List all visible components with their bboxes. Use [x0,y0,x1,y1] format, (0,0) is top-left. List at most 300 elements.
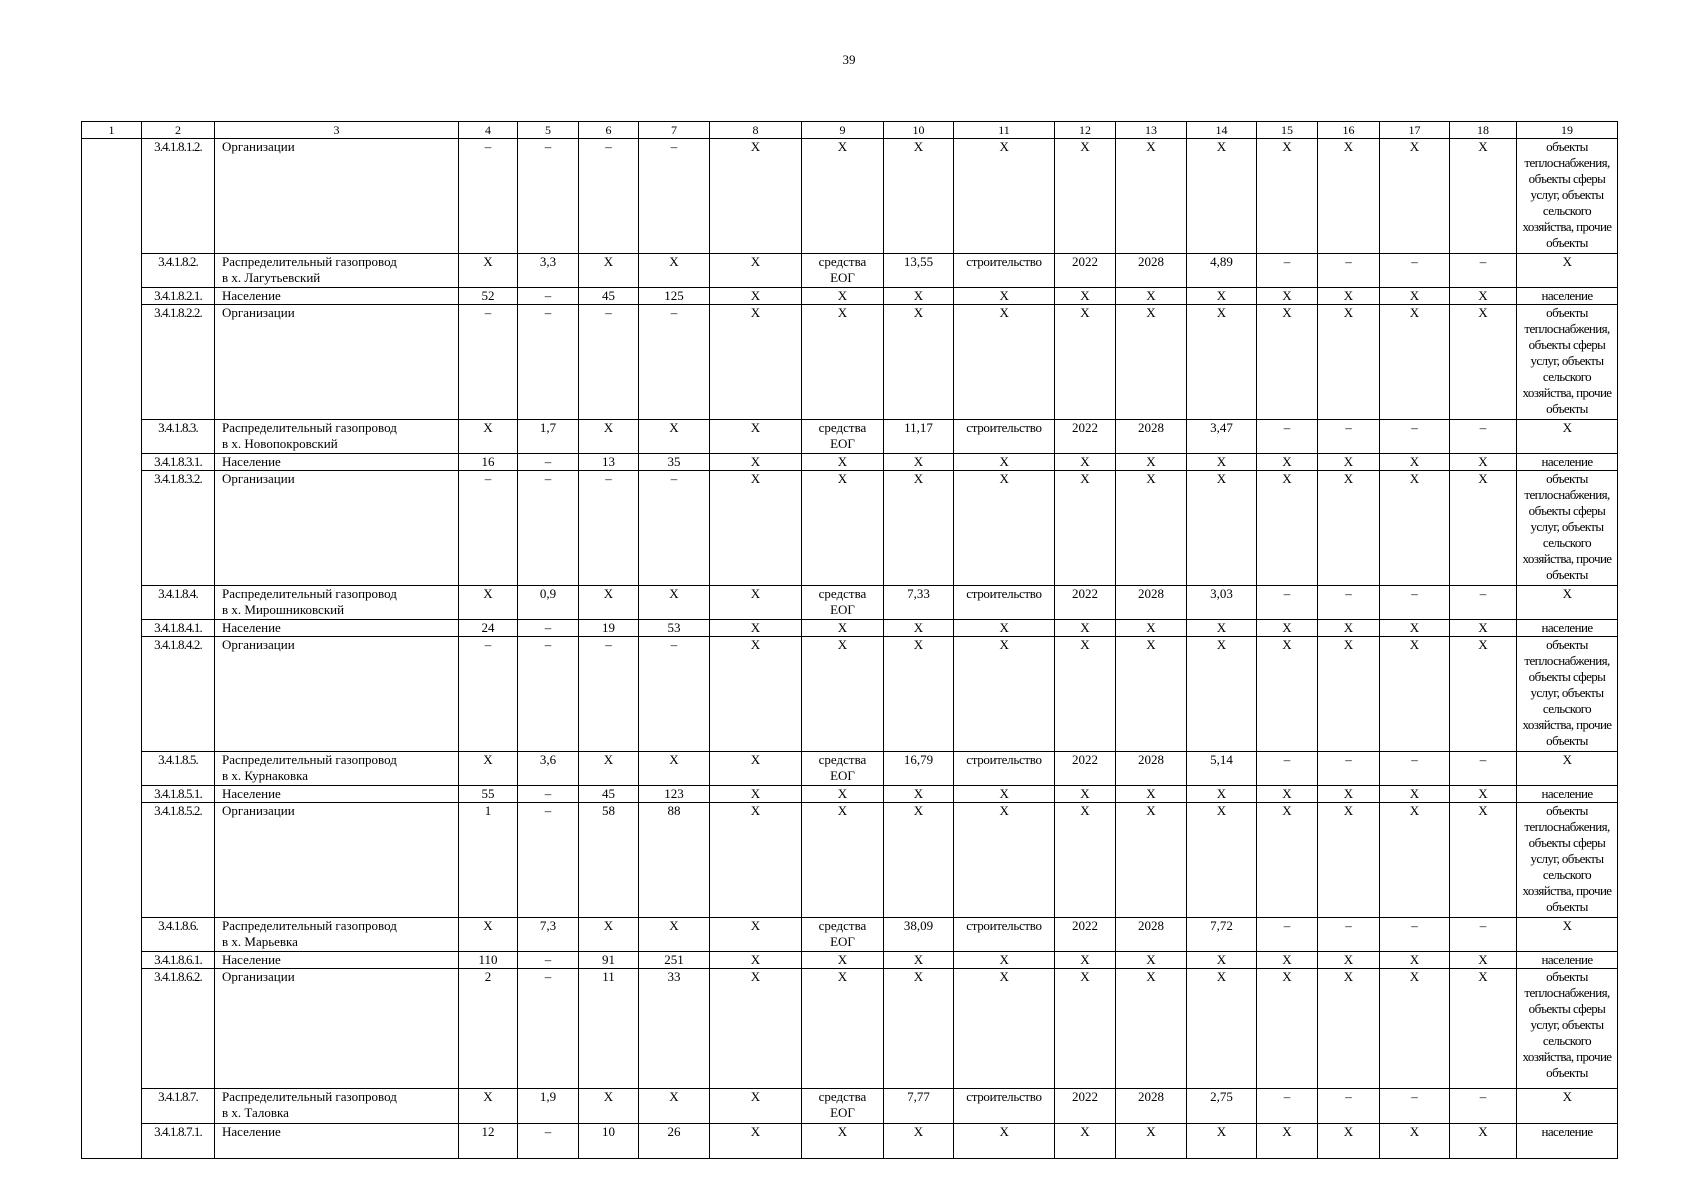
cell-col-7: – [639,471,710,586]
cell-name: Население [215,454,459,471]
cell-name: Распределительный газопровод в х. Новопокровский [215,420,459,454]
cell-code: 3.4.1.8.5. [142,752,215,786]
cell-code: 3.4.1.8.4.2. [142,637,215,752]
cell-code: 3.4.1.8.2. [142,254,215,288]
cell-col-11: Х [954,454,1055,471]
cell-col-15: – [1257,586,1318,620]
cell-col-9: средства ЕОГ [802,420,884,454]
cell-col-12: 2022 [1055,918,1116,952]
cell-col-6: 45 [579,786,639,803]
cell-col-11: Х [954,1124,1055,1159]
cell-col-16: Х [1318,305,1380,420]
cell-col-5: – [518,786,579,803]
cell-col-9: Х [802,620,884,637]
header-col-7: 7 [639,122,710,139]
cell-col-13: Х [1116,471,1187,586]
header-col-5: 5 [518,122,579,139]
cell-col-11: Х [954,139,1055,254]
cell-col-19: Х [1517,254,1618,288]
cell-col-15: – [1257,752,1318,786]
cell-col-18: – [1450,752,1517,786]
cell-col-6: – [579,637,639,752]
cell-code: 3.4.1.8.2.1. [142,288,215,305]
cell-col-7: Х [639,254,710,288]
cell-col-9: Х [802,786,884,803]
cell-col-5: 7,3 [518,918,579,952]
cell-col-18: Х [1450,288,1517,305]
cell-col-4: 16 [459,454,518,471]
cell-col-5: 0,9 [518,586,579,620]
cell-col-16: – [1318,586,1380,620]
cell-col-8: Х [710,620,802,637]
cell-col-12: Х [1055,969,1116,1089]
cell-code: 3.4.1.8.6.1. [142,952,215,969]
cell-col-18: – [1450,586,1517,620]
cell-col-16: – [1318,420,1380,454]
cell-col-11: Х [954,288,1055,305]
cell-col-17: – [1380,254,1450,288]
cell-col-18: Х [1450,620,1517,637]
cell-col-5: – [518,471,579,586]
cell-col-4: 52 [459,288,518,305]
cell-col-14: Х [1187,139,1257,254]
cell-col-10: 11,17 [884,420,954,454]
cell-col-18: Х [1450,803,1517,918]
cell-col-13: Х [1116,803,1187,918]
cell-col-5: 1,7 [518,420,579,454]
cell-col-5: – [518,803,579,918]
cell-col-16: Х [1318,1124,1380,1159]
cell-col-8: Х [710,1089,802,1124]
header-col-11: 11 [954,122,1055,139]
cell-col-19: объекты теплоснабжения, объекты сферы услуг, объекты сельского хозяйства, прочие объекты [1517,305,1618,420]
cell-col-18: Х [1450,969,1517,1089]
col-1-empty-cell [82,139,142,1159]
cell-col-5: – [518,969,579,1089]
cell-col-5: 3,3 [518,254,579,288]
cell-col-8: Х [710,786,802,803]
cell-col-13: 2028 [1116,752,1187,786]
cell-col-7: Х [639,918,710,952]
cell-col-11: Х [954,305,1055,420]
cell-col-4: 12 [459,1124,518,1159]
cell-col-7: 26 [639,1124,710,1159]
cell-col-16: Х [1318,803,1380,918]
cell-col-16: Х [1318,786,1380,803]
cell-name: Население [215,952,459,969]
cell-col-17: Х [1380,471,1450,586]
cell-col-14: Х [1187,952,1257,969]
cell-col-14: Х [1187,969,1257,1089]
cell-col-11: строительство [954,254,1055,288]
cell-col-13: Х [1116,288,1187,305]
cell-col-12: 2022 [1055,586,1116,620]
cell-col-5: 3,6 [518,752,579,786]
cell-col-16: Х [1318,952,1380,969]
cell-col-13: 2028 [1116,254,1187,288]
cell-col-7: 251 [639,952,710,969]
cell-col-14: 7,72 [1187,918,1257,952]
cell-col-17: Х [1380,139,1450,254]
cell-col-15: Х [1257,454,1318,471]
cell-col-4: Х [459,254,518,288]
cell-col-19: объекты теплоснабжения, объекты сферы услуг, объекты сельского хозяйства, прочие объекты [1517,139,1618,254]
cell-col-13: Х [1116,969,1187,1089]
cell-col-13: Х [1116,139,1187,254]
cell-name: Организации [215,637,459,752]
cell-col-14: Х [1187,1124,1257,1159]
cell-col-7: – [639,305,710,420]
cell-col-7: Х [639,420,710,454]
cell-col-13: 2028 [1116,420,1187,454]
cell-name: Распределительный газопровод в х. Таловка [215,1089,459,1124]
cell-col-6: – [579,471,639,586]
cell-col-9: Х [802,803,884,918]
cell-col-19: Х [1517,586,1618,620]
cell-col-4: – [459,471,518,586]
cell-name: Население [215,620,459,637]
cell-code: 3.4.1.8.4.1. [142,620,215,637]
cell-col-15: Х [1257,1124,1318,1159]
data-table [81,121,1618,1159]
cell-col-17: Х [1380,803,1450,918]
cell-col-4: 110 [459,952,518,969]
cell-col-11: Х [954,952,1055,969]
cell-col-14: Х [1187,305,1257,420]
cell-col-18: Х [1450,305,1517,420]
cell-col-5: 1,9 [518,1089,579,1124]
cell-col-19: объекты теплоснабжения, объекты сферы услуг, объекты сельского хозяйства, прочие объекты [1517,803,1618,918]
cell-col-8: Х [710,305,802,420]
cell-col-6: 10 [579,1124,639,1159]
cell-name: Население [215,786,459,803]
cell-col-19: население [1517,786,1618,803]
cell-col-5: – [518,305,579,420]
cell-col-15: Х [1257,952,1318,969]
cell-col-19: население [1517,454,1618,471]
cell-col-10: Х [884,637,954,752]
cell-code: 3.4.1.8.7. [142,1089,215,1124]
cell-col-13: Х [1116,305,1187,420]
cell-col-12: Х [1055,952,1116,969]
table-row [82,471,1618,586]
cell-col-7: Х [639,752,710,786]
header-col-9: 9 [802,122,884,139]
cell-col-11: Х [954,803,1055,918]
table-row [82,803,1618,918]
table-row [82,420,1618,454]
cell-col-14: Х [1187,288,1257,305]
cell-col-12: 2022 [1055,1089,1116,1124]
table-row [82,454,1618,471]
cell-col-14: Х [1187,637,1257,752]
cell-col-8: Х [710,288,802,305]
cell-col-6: 19 [579,620,639,637]
cell-col-12: Х [1055,637,1116,752]
cell-col-18: Х [1450,637,1517,752]
cell-col-19: население [1517,288,1618,305]
cell-col-9: Х [802,471,884,586]
cell-col-16: Х [1318,969,1380,1089]
cell-col-17: Х [1380,786,1450,803]
cell-code: 3.4.1.8.1.2. [142,139,215,254]
cell-col-8: Х [710,918,802,952]
cell-col-11: строительство [954,586,1055,620]
cell-col-13: Х [1116,786,1187,803]
header-col-3: 3 [215,122,459,139]
cell-col-10: 38,09 [884,918,954,952]
cell-col-9: средства ЕОГ [802,254,884,288]
cell-col-18: – [1450,254,1517,288]
cell-col-19: объекты теплоснабжения, объекты сферы услуг, объекты сельского хозяйства, прочие объекты [1517,471,1618,586]
cell-col-15: – [1257,1089,1318,1124]
cell-col-11: Х [954,620,1055,637]
cell-col-19: население [1517,620,1618,637]
cell-col-15: – [1257,254,1318,288]
cell-col-12: 2022 [1055,254,1116,288]
cell-col-7: Х [639,1089,710,1124]
cell-col-15: – [1257,918,1318,952]
cell-col-8: Х [710,969,802,1089]
cell-col-6: 13 [579,454,639,471]
table-row [82,918,1618,952]
cell-col-5: – [518,139,579,254]
cell-col-17: Х [1380,454,1450,471]
cell-col-6: Х [579,420,639,454]
cell-col-18: Х [1450,786,1517,803]
cell-col-17: Х [1380,1124,1450,1159]
table-row [82,786,1618,803]
cell-col-15: Х [1257,305,1318,420]
cell-col-18: Х [1450,139,1517,254]
cell-col-13: 2028 [1116,1089,1187,1124]
table-row [82,254,1618,288]
cell-col-13: 2028 [1116,586,1187,620]
cell-col-19: объекты теплоснабжения, объекты сферы услуг, объекты сельского хозяйства, прочие объекты [1517,637,1618,752]
cell-col-12: Х [1055,1124,1116,1159]
cell-col-15: Х [1257,969,1318,1089]
cell-col-4: – [459,139,518,254]
cell-col-19: Х [1517,752,1618,786]
cell-col-4: Х [459,586,518,620]
cell-col-9: средства ЕОГ [802,752,884,786]
cell-col-6: Х [579,254,639,288]
cell-name: Население [215,1124,459,1159]
cell-col-6: Х [579,586,639,620]
cell-col-11: Х [954,786,1055,803]
cell-code: 3.4.1.8.2.2. [142,305,215,420]
cell-col-11: Х [954,637,1055,752]
table-row [82,1124,1618,1159]
cell-col-18: Х [1450,471,1517,586]
cell-col-8: Х [710,637,802,752]
cell-col-9: Х [802,288,884,305]
cell-col-14: 4,89 [1187,254,1257,288]
cell-col-4: Х [459,918,518,952]
cell-col-15: Х [1257,637,1318,752]
cell-col-8: Х [710,254,802,288]
cell-col-12: Х [1055,288,1116,305]
cell-col-6: Х [579,918,639,952]
cell-col-9: Х [802,305,884,420]
cell-col-19: Х [1517,420,1618,454]
cell-col-11: строительство [954,752,1055,786]
cell-col-16: Х [1318,288,1380,305]
cell-col-16: Х [1318,637,1380,752]
cell-col-6: 91 [579,952,639,969]
cell-col-17: – [1380,420,1450,454]
cell-col-17: Х [1380,620,1450,637]
cell-col-11: строительство [954,1089,1055,1124]
cell-col-17: – [1380,586,1450,620]
cell-col-10: Х [884,454,954,471]
cell-code: 3.4.1.8.5.1. [142,786,215,803]
header-col-12: 12 [1055,122,1116,139]
table-row [82,1089,1618,1124]
cell-col-17: – [1380,918,1450,952]
header-row [82,122,1618,139]
cell-col-14: Х [1187,803,1257,918]
table-row [82,752,1618,786]
header-col-15: 15 [1257,122,1318,139]
cell-col-7: 123 [639,786,710,803]
table-row [82,637,1618,752]
cell-col-6: – [579,305,639,420]
cell-col-10: Х [884,620,954,637]
header-col-8: 8 [710,122,802,139]
cell-col-8: Х [710,420,802,454]
cell-name: Население [215,288,459,305]
cell-col-12: Х [1055,139,1116,254]
cell-col-7: 125 [639,288,710,305]
header-col-18: 18 [1450,122,1517,139]
cell-code: 3.4.1.8.6.2. [142,969,215,1089]
cell-name: Организации [215,803,459,918]
cell-col-4: 24 [459,620,518,637]
cell-code: 3.4.1.8.5.2. [142,803,215,918]
cell-col-11: Х [954,969,1055,1089]
cell-col-4: 55 [459,786,518,803]
cell-col-19: население [1517,1124,1618,1159]
cell-name: Распределительный газопровод в х. Мирошниковский [215,586,459,620]
cell-col-15: – [1257,420,1318,454]
cell-col-8: Х [710,586,802,620]
cell-col-14: Х [1187,786,1257,803]
cell-col-11: строительство [954,918,1055,952]
cell-col-16: – [1318,752,1380,786]
table-row [82,620,1618,637]
cell-col-8: Х [710,139,802,254]
table-row [82,969,1618,1089]
cell-col-12: Х [1055,786,1116,803]
cell-col-6: Х [579,752,639,786]
page-number: 39 [842,52,856,67]
cell-col-16: Х [1318,454,1380,471]
cell-col-7: 35 [639,454,710,471]
cell-col-5: – [518,637,579,752]
table-row [82,305,1618,420]
header-col-4: 4 [459,122,518,139]
cell-col-13: Х [1116,637,1187,752]
cell-col-10: 16,79 [884,752,954,786]
cell-code: 3.4.1.8.7.1. [142,1124,215,1159]
cell-col-9: Х [802,952,884,969]
table-body [82,139,1618,1159]
header-col-1: 1 [82,122,142,139]
cell-col-5: – [518,952,579,969]
cell-col-10: Х [884,803,954,918]
cell-col-12: Х [1055,620,1116,637]
cell-col-6: 45 [579,288,639,305]
cell-col-5: – [518,288,579,305]
cell-col-10: Х [884,1124,954,1159]
cell-col-7: 53 [639,620,710,637]
cell-col-10: 7,77 [884,1089,954,1124]
cell-col-12: 2022 [1055,420,1116,454]
cell-col-18: – [1450,1089,1517,1124]
cell-col-5: – [518,620,579,637]
cell-col-11: Х [954,471,1055,586]
cell-col-13: Х [1116,620,1187,637]
cell-col-8: Х [710,454,802,471]
cell-col-10: Х [884,139,954,254]
cell-col-14: Х [1187,471,1257,586]
cell-col-4: 1 [459,803,518,918]
cell-col-15: Х [1257,620,1318,637]
cell-col-7: – [639,637,710,752]
cell-col-9: Х [802,637,884,752]
cell-col-12: 2022 [1055,752,1116,786]
cell-col-19: объекты теплоснабжения, объекты сферы услуг, объекты сельского хозяйства, прочие объекты [1517,969,1618,1089]
cell-col-15: Х [1257,288,1318,305]
cell-col-14: Х [1187,620,1257,637]
cell-col-16: – [1318,1089,1380,1124]
cell-col-8: Х [710,752,802,786]
cell-col-14: 3,47 [1187,420,1257,454]
cell-col-18: Х [1450,952,1517,969]
cell-col-7: 33 [639,969,710,1089]
cell-col-12: Х [1055,454,1116,471]
header-col-6: 6 [579,122,639,139]
cell-col-18: – [1450,420,1517,454]
cell-col-12: Х [1055,471,1116,586]
cell-col-17: Х [1380,969,1450,1089]
cell-col-10: Х [884,305,954,420]
cell-col-14: 2,75 [1187,1089,1257,1124]
cell-col-6: 58 [579,803,639,918]
cell-col-19: Х [1517,1089,1618,1124]
header-col-17: 17 [1380,122,1450,139]
cell-col-14: 5,14 [1187,752,1257,786]
cell-col-12: Х [1055,305,1116,420]
cell-col-9: Х [802,139,884,254]
cell-col-7: – [639,139,710,254]
cell-col-6: Х [579,1089,639,1124]
cell-col-8: Х [710,1124,802,1159]
cell-col-16: – [1318,254,1380,288]
header-col-16: 16 [1318,122,1380,139]
table-row [82,139,1618,254]
cell-col-10: Х [884,786,954,803]
cell-col-10: Х [884,952,954,969]
cell-col-16: Х [1318,620,1380,637]
cell-col-10: Х [884,288,954,305]
cell-col-9: Х [802,969,884,1089]
cell-col-13: 2028 [1116,918,1187,952]
cell-col-16: Х [1318,139,1380,254]
cell-col-4: – [459,637,518,752]
cell-col-4: – [459,305,518,420]
